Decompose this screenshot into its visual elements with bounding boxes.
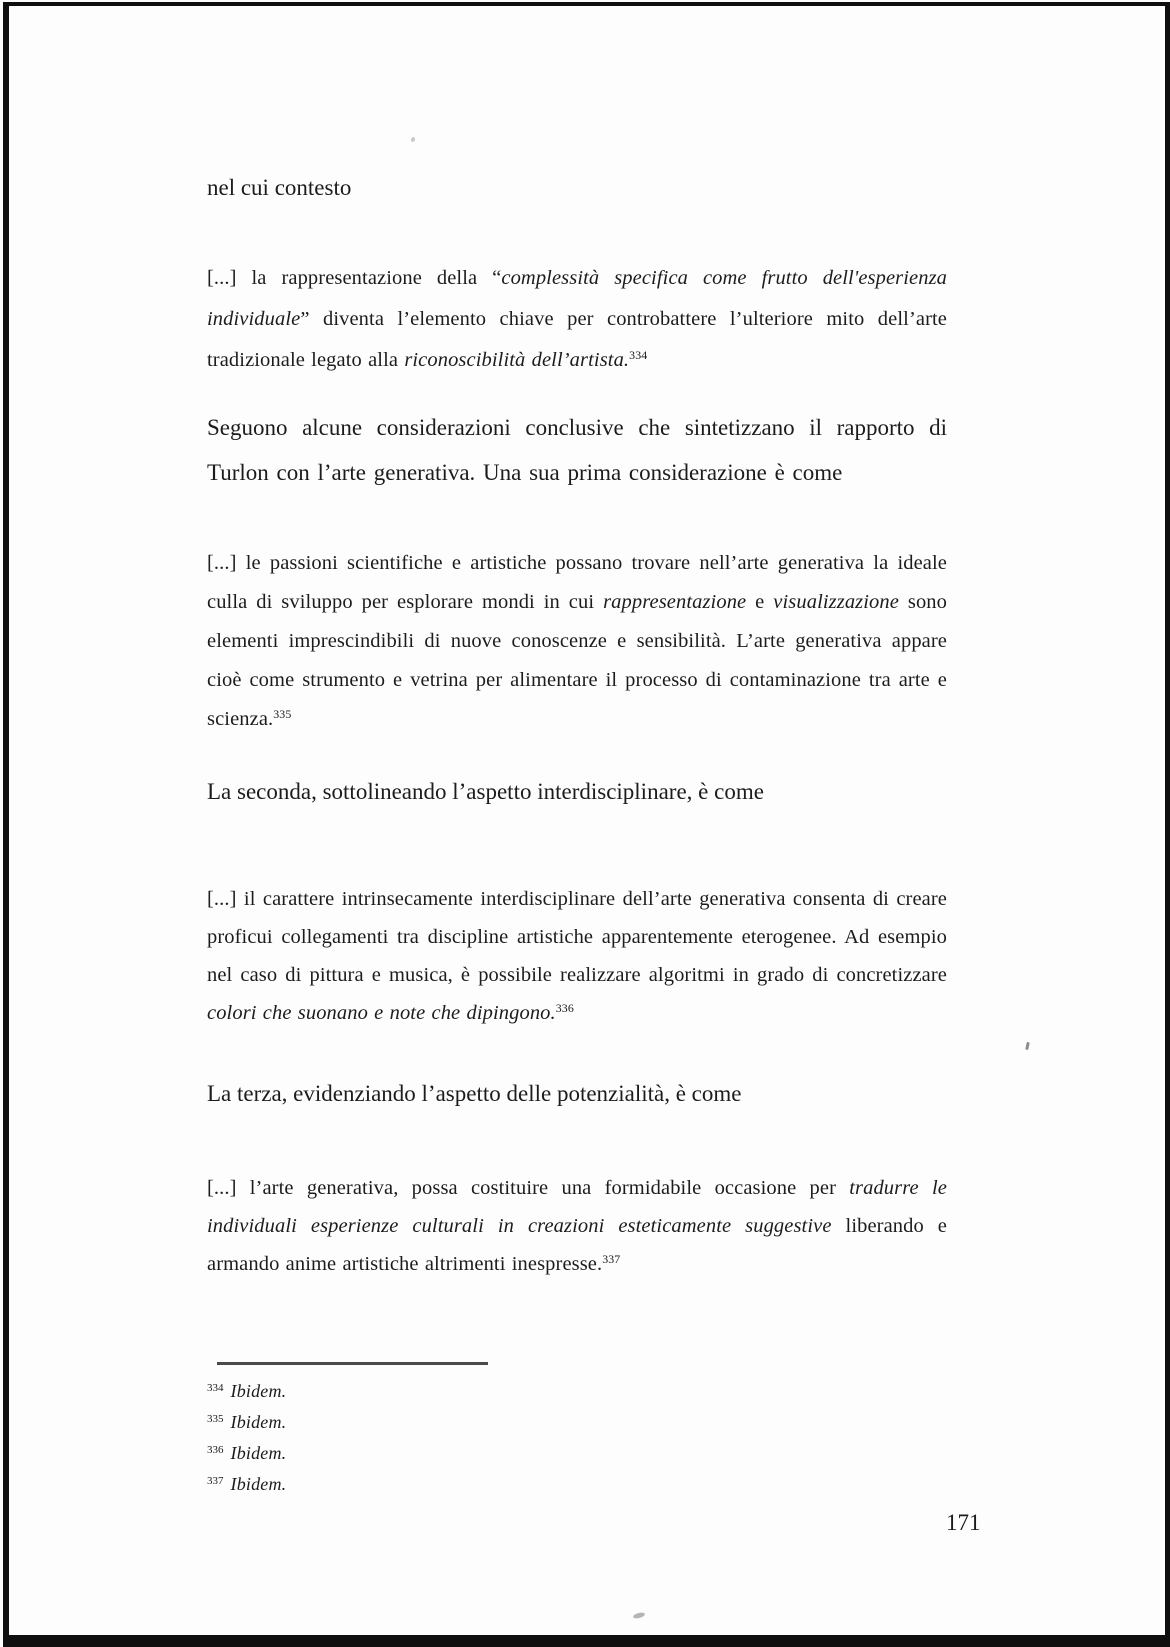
footnote-number: 334 (207, 1381, 224, 1394)
opening-line: nel cui contesto (207, 175, 352, 200)
footnote-separator-rule (217, 1362, 488, 1365)
body-paragraph-3: La terza, evidenziando l’aspetto delle potenzialità, è come (207, 1081, 742, 1106)
block-quote-3: [...] il carattere intrinsecamente interdisciplinare dell’arte generativa consenta di creare proficui collegamenti tra discipline artistiche apparentemente eterogenee. Ad esempio nel caso di pittura e musica, è possibile realizzare algoritmi in grado di concretizzare colori che suonano e note che dipingono.$^{336}$ (207, 888, 947, 1024)
footnote-336 (207, 1438, 607, 1469)
page-number: 171 (946, 1510, 981, 1535)
footnote-number: 337 (207, 1474, 224, 1487)
footnote-337 (207, 1469, 607, 1500)
body-paragraph-1: Seguono alcune considerazioni conclusive che sintetizzano il rapporto di Turlon con l’arte generativa. Una sua prima considerazione è come (207, 415, 947, 485)
block-quote-4: [...] l’arte generativa, possa costituire una formidabile occasione per tradurre le individuali esperienze culturali in creazioni esteticamente suggestive liberando e armando anime artistiche altrimenti inespresse.$^{337}$ (207, 1177, 947, 1275)
footnote-text: Ibidem. (230, 1412, 287, 1432)
block-quote-2: [...] le passioni scientifiche e artistiche possano trovare nell’arte generativa la ideale culla di sviluppo per esplorare mondi in cui rappresentazione e visualizzazione sono elementi imprescindibili di nuove conoscenze e sensibilità. L’arte generativa appare cioè come strumento e vetrina per alimentare il processo di contaminazione tra arte e scienza.$^{335}$ (207, 552, 947, 730)
scan-artifact-speck (633, 1612, 646, 1620)
body-paragraph-2: La seconda, sottolineando l’aspetto interdisciplinare, è come (207, 779, 764, 804)
footnotes-section (207, 1376, 607, 1500)
footnote-text: Ibidem. (230, 1474, 287, 1494)
scan-artifact-speck (410, 136, 415, 142)
block-quote-1: [...] la rappresentazione della “complessità specifica come frutto dell'esperienza individuale” diventa l’elemento chiave per controbattere l’ulteriore mito dell’arte tradizionale legato alla riconoscibilità dell’artista.$^{334}$ (207, 267, 947, 371)
footnote-text: Ibidem. (230, 1381, 287, 1401)
footnote-number: 335 (207, 1412, 224, 1425)
footnote-text: Ibidem. (230, 1443, 287, 1463)
scan-artifact-speck (1025, 1042, 1030, 1050)
footnote-number: 336 (207, 1443, 224, 1456)
footnote-335 (207, 1407, 607, 1438)
footnote-334 (207, 1376, 607, 1407)
